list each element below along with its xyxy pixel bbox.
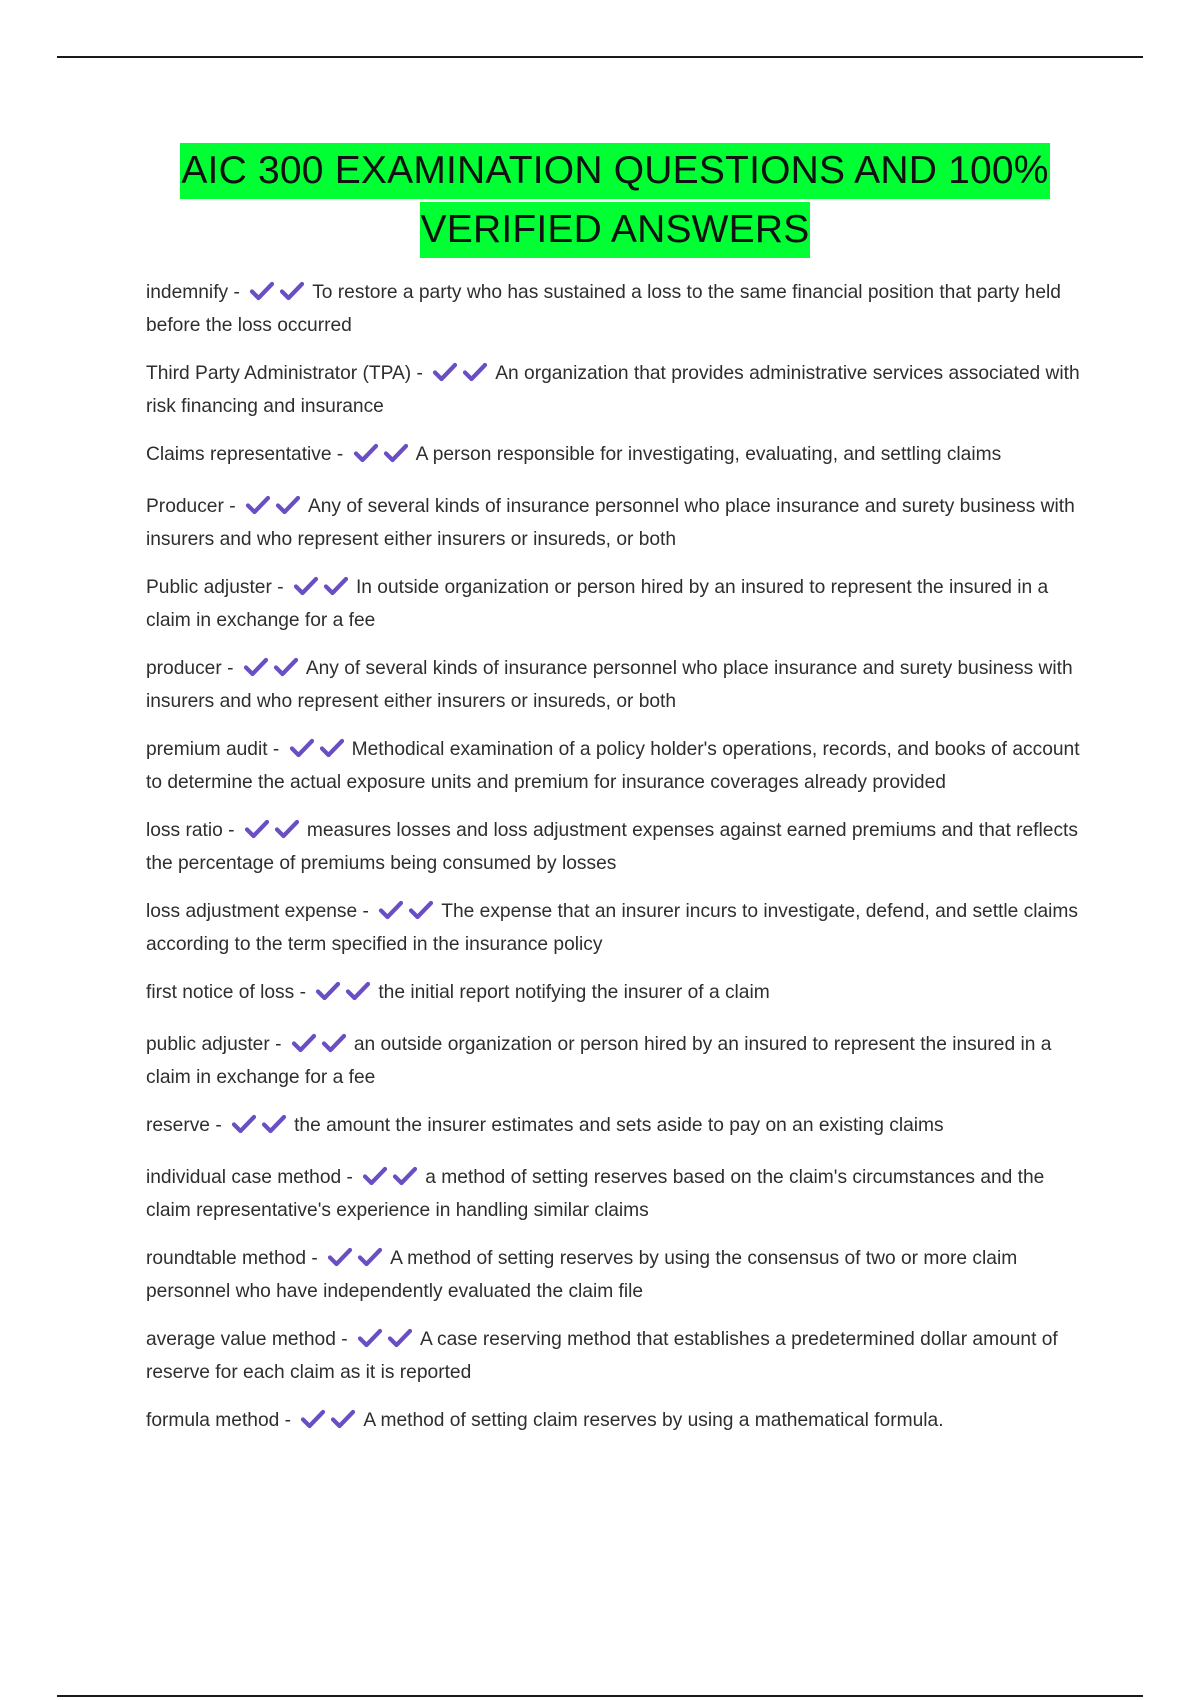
- entry-definition: the initial report notifying the insurer of a claim: [378, 982, 770, 1003]
- entry-definition: an outside organization or person hired by an insured to represent the insured in a claim in exchange for a fee: [146, 1034, 1052, 1088]
- entry-definition: A case reserving method that establishes a predetermined dollar amount of reserve for each claim as it is reported: [146, 1329, 1058, 1383]
- verified-checks: [327, 1246, 387, 1277]
- glossary-entry: [146, 1163, 1086, 1225]
- glossary-entry: [146, 440, 1086, 473]
- check-mark-icon: [392, 1165, 418, 1187]
- entry-term: indemnify: [146, 282, 229, 303]
- entry-term: Third Party Administrator (TPA): [146, 363, 412, 384]
- glossary-entry: [146, 1325, 1086, 1387]
- glossary-entry: [146, 278, 1086, 340]
- glossary-list: [146, 278, 1086, 1458]
- check-mark-icon: [293, 575, 319, 597]
- verified-checks: [315, 980, 375, 1011]
- check-mark-icon: [321, 1032, 347, 1054]
- check-mark-icon: [315, 980, 341, 1002]
- entry-definition: A method of setting reserves by using the consensus of two or more claim personnel who have independently evaluated the claim file: [146, 1248, 1018, 1302]
- entry-term: producer: [146, 658, 222, 679]
- check-mark-icon: [378, 899, 404, 921]
- check-mark-icon: [323, 575, 349, 597]
- entry-definition: a method of setting reserves based on the claim's circumstances and the claim representative's experience in handling similar claims: [146, 1167, 1045, 1221]
- entry-term: Producer: [146, 496, 224, 517]
- entry-term: loss adjustment expense: [146, 901, 358, 922]
- title-line-2: VERIFIED ANSWERS: [420, 202, 811, 258]
- glossary-entry: [146, 654, 1086, 716]
- glossary-entry: [146, 1030, 1086, 1092]
- top-divider: [57, 56, 1143, 58]
- title-line-1: AIC 300 EXAMINATION QUESTIONS AND 100%: [180, 143, 1049, 199]
- glossary-entry: [146, 978, 1086, 1011]
- entry-separator: -: [411, 363, 423, 384]
- check-mark-icon: [462, 361, 488, 383]
- check-mark-icon: [319, 737, 345, 759]
- entry-term: roundtable method: [146, 1248, 307, 1269]
- entry-separator: -: [335, 1329, 348, 1350]
- verified-checks: [300, 1408, 360, 1439]
- glossary-entry: [146, 573, 1086, 635]
- entry-term: individual case method: [146, 1167, 342, 1188]
- check-mark-icon: [249, 280, 275, 302]
- check-mark-icon: [231, 1113, 257, 1135]
- glossary-entry: [146, 1244, 1086, 1306]
- glossary-entry: [146, 359, 1086, 421]
- entry-definition: The expense that an insurer incurs to investigate, defend, and settle claims according to the term specified in the insurance policy: [146, 901, 1079, 955]
- entry-definition: Any of several kinds of insurance personnel who place insurance and surety business with insurers and who represent either insurers or insureds, or both: [146, 496, 1075, 550]
- entry-separator: -: [222, 820, 235, 841]
- check-mark-icon: [273, 656, 299, 678]
- bottom-divider: [57, 1695, 1143, 1697]
- verified-checks: [291, 1032, 351, 1063]
- entry-definition: the amount the insurer estimates and sets aside to pay on an existing claims: [294, 1115, 944, 1136]
- glossary-entry: [146, 1406, 1086, 1439]
- verified-checks: [244, 818, 304, 849]
- entry-definition: A method of setting claim reserves by using a mathematical formula.: [363, 1410, 944, 1431]
- check-mark-icon: [432, 361, 458, 383]
- verified-checks: [231, 1113, 291, 1144]
- entry-separator: -: [228, 282, 240, 303]
- glossary-entry: [146, 897, 1086, 959]
- entry-separator: -: [341, 1167, 353, 1188]
- entry-separator: -: [209, 1115, 222, 1136]
- entry-term: first notice of loss: [146, 982, 295, 1003]
- entry-term: Public adjuster: [146, 577, 272, 598]
- document-title: [80, 143, 1150, 261]
- entry-separator: -: [294, 982, 306, 1003]
- check-mark-icon: [408, 899, 434, 921]
- check-mark-icon: [289, 737, 315, 759]
- entry-separator: -: [267, 739, 280, 760]
- glossary-entry: [146, 816, 1086, 878]
- entry-separator: -: [223, 496, 236, 517]
- verified-checks: [245, 494, 305, 525]
- entry-term: Claims representative: [146, 444, 332, 465]
- check-mark-icon: [327, 1246, 353, 1268]
- verified-checks: [293, 575, 353, 606]
- entry-term: public adjuster: [146, 1034, 270, 1055]
- entry-term: average value method: [146, 1329, 336, 1350]
- check-mark-icon: [291, 1032, 317, 1054]
- verified-checks: [289, 737, 349, 768]
- glossary-entry: [146, 735, 1086, 797]
- verified-checks: [432, 361, 492, 392]
- check-mark-icon: [243, 656, 269, 678]
- entry-definition: Methodical examination of a policy holder's operations, records, and books of account to determine the actual exposure units and premium for insurance coverages already provided: [146, 739, 1080, 793]
- verified-checks: [249, 280, 309, 311]
- verified-checks: [243, 656, 303, 687]
- check-mark-icon: [330, 1408, 356, 1430]
- check-mark-icon: [279, 280, 305, 302]
- check-mark-icon: [353, 442, 379, 464]
- check-mark-icon: [261, 1113, 287, 1135]
- check-mark-icon: [245, 494, 271, 516]
- verified-checks: [353, 442, 413, 473]
- check-mark-icon: [362, 1165, 388, 1187]
- entry-separator: -: [279, 1410, 292, 1431]
- glossary-entry: [146, 1111, 1086, 1144]
- entry-term: loss ratio: [146, 820, 223, 841]
- entry-separator: -: [221, 658, 234, 679]
- entry-definition: A person responsible for investigating, evaluating, and settling claims: [415, 444, 1002, 465]
- verified-checks: [357, 1327, 417, 1358]
- entry-separator: -: [269, 1034, 282, 1055]
- entry-separator: -: [357, 901, 369, 922]
- entry-term: formula method: [146, 1410, 280, 1431]
- entry-separator: -: [331, 444, 344, 465]
- entry-definition: measures losses and loss adjustment expenses against earned premiums and that reflects the percentage of premiums being consumed by losses: [146, 820, 1078, 874]
- verified-checks: [362, 1165, 422, 1196]
- entry-term: premium audit: [146, 739, 268, 760]
- glossary-entry: [146, 492, 1086, 554]
- entry-separator: -: [306, 1248, 318, 1269]
- check-mark-icon: [357, 1327, 383, 1349]
- check-mark-icon: [244, 818, 270, 840]
- entry-separator: -: [271, 577, 284, 598]
- check-mark-icon: [300, 1408, 326, 1430]
- entry-term: reserve: [146, 1115, 210, 1136]
- check-mark-icon: [274, 818, 300, 840]
- check-mark-icon: [345, 980, 371, 1002]
- check-mark-icon: [275, 494, 301, 516]
- check-mark-icon: [357, 1246, 383, 1268]
- entry-definition: To restore a party who has sustained a loss to the same financial position that party held before the loss occurred: [146, 282, 1061, 336]
- entry-definition: An organization that provides administrative services associated with risk financing and insurance: [146, 363, 1080, 417]
- verified-checks: [378, 899, 438, 930]
- entry-definition: Any of several kinds of insurance personnel who place insurance and surety business with insurers and who represent either insurers or insureds, or both: [146, 658, 1073, 712]
- check-mark-icon: [387, 1327, 413, 1349]
- check-mark-icon: [383, 442, 409, 464]
- entry-definition: In outside organization or person hired by an insured to represent the insured in a claim in exchange for a fee: [146, 577, 1049, 631]
